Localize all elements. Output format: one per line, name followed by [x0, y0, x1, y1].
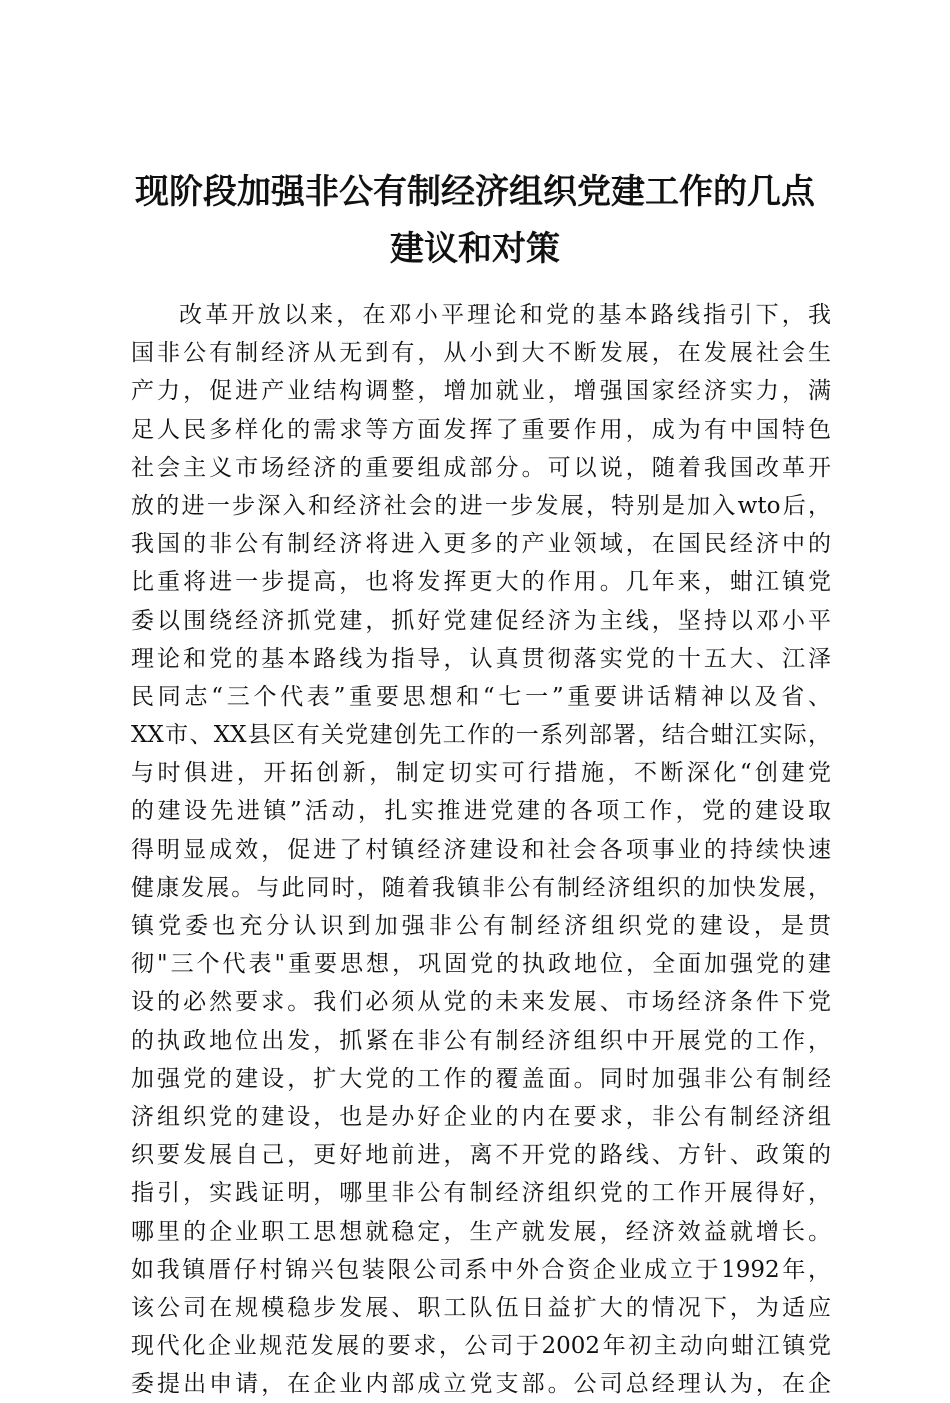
body-line: 镇党委也充分认识到加强非公有制经济组织党的建设，是贯: [131, 913, 831, 939]
body-line: 放的进一步深入和经济社会的进一步发展，特别是加入wto后，: [131, 492, 831, 519]
body-line: 现代化企业规范发展的要求，公司于2002年初主动向蚶江镇党: [131, 1333, 831, 1360]
document-title-line-2: 建议和对策: [390, 229, 560, 269]
body-line: XX市、XX县区有关党建创先工作的一系列部署，结合蚶江实际，: [131, 722, 831, 749]
body-line: 比重将进一步提高，也将发挥更大的作用。几年来，蚶江镇党: [131, 569, 831, 596]
body-line: 彻"三个代表"重要思想，巩固党的执政地位，全面加强党的建: [131, 951, 831, 978]
body-line: 如我镇厝仔村锦兴包装限公司系中外合资企业成立于1992年，: [131, 1256, 831, 1283]
body-line: 理论和党的基本路线为指导，认真贯彻落实党的十五大、江泽: [131, 645, 831, 672]
body-line: 哪里的企业职工思想就稳定，生产就发展，经济效益就增长。: [131, 1218, 831, 1245]
body-line: 设的必然要求。我们必须从党的未来发展、市场经济条件下党: [131, 989, 831, 1016]
document-body: [131, 296, 831, 1403]
body-line: 我国的非公有制经济将进入更多的产业领域，在国民经济中的: [131, 531, 831, 558]
body-line: 济组织党的建设，也是办好企业的内在要求，非公有制经济组: [131, 1103, 831, 1130]
body-line: 的执政地位出发，抓紧在非公有制经济组织中开展党的工作，: [131, 1027, 831, 1054]
body-line: 指引，实践证明，哪里非公有制经济组织党的工作开展得好，: [131, 1180, 831, 1207]
body-line: 产力，促进产业结构调整，增加就业，增强国家经济实力，满: [131, 378, 831, 405]
body-line: 得明显成效，促进了村镇经济建设和社会各项事业的持续快速: [131, 836, 831, 863]
body-line: 加强党的建设，扩大党的工作的覆盖面。同时加强非公有制经: [131, 1065, 831, 1092]
document-title-line-1: 现阶段加强非公有制经济组织党建工作的几点: [135, 172, 815, 212]
body-line: 委以围绕经济抓党建，抓好党建促经济为主线，坚持以邓小平: [131, 607, 831, 634]
body-line: 该公司在规模稳步发展、职工队伍日益扩大的情况下，为适应: [131, 1294, 831, 1321]
body-line: 改革开放以来，在邓小平理论和党的基本路线指引下，我: [179, 302, 831, 328]
body-line: 织要发展自己，更好地前进，离不开党的路线、方针、政策的: [131, 1142, 831, 1169]
body-line: 的建设先进镇”活动，扎实推进党建的各项工作，党的建设取: [131, 798, 831, 825]
body-line: 民同志“三个代表”重要思想和“七一”重要讲话精神以及省、: [131, 683, 831, 710]
body-line: 委提出申请，在企业内部成立党支部。公司总经理认为，在企: [131, 1371, 831, 1398]
body-line: 足人民多样化的需求等方面发挥了重要作用，成为有中国特色: [131, 416, 831, 443]
body-line: 社会主义市场经济的重要组成部分。可以说，随着我国改革开: [131, 454, 831, 481]
body-line: 与时俱进，开拓创新，制定切实可行措施，不断深化“创建党: [131, 760, 831, 787]
body-line: 国非公有制经济从无到有，从小到大不断发展，在发展社会生: [131, 340, 831, 367]
body-line: 健康发展。与此同时，随着我镇非公有制经济组织的加快发展，: [131, 874, 831, 901]
